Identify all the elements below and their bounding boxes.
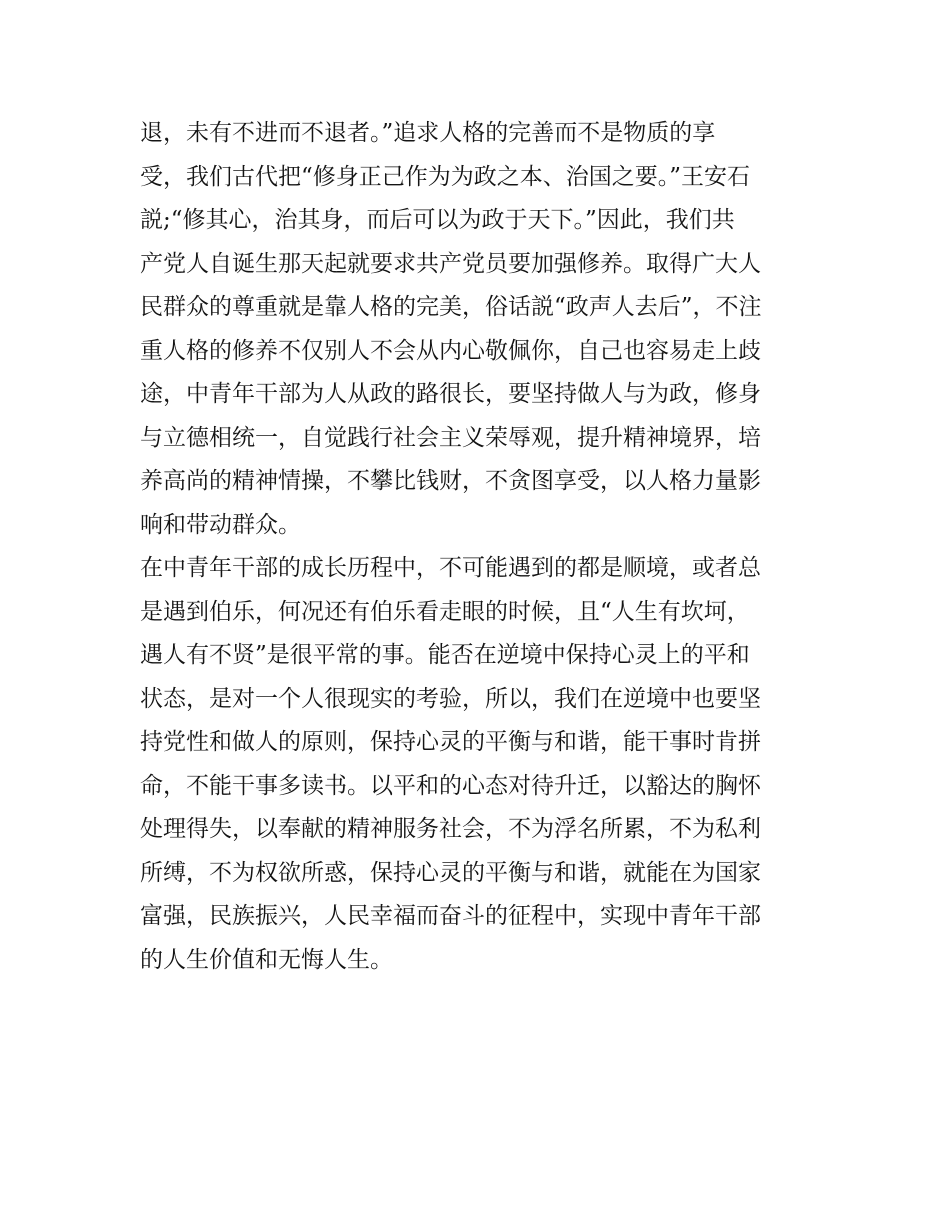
- text-line: 与立德相统一，自觉践行社会主义荣辱观，提升精神境界，培: [140, 424, 761, 451]
- text-line: 所缚，不为权欲所惑，保持心灵的平衡与和谐，就能在为国家: [140, 859, 761, 886]
- text-line: 产党人自诞生那天起就要求共产党员要加强修养。取得广大人: [140, 250, 761, 277]
- text-line: 説;“修其心，治其身，而后可以为政于天下。”因此，我们共: [140, 207, 735, 233]
- text-line: 富强，民族振兴，人民幸福而奋斗的征程中，实现中青年干部: [140, 903, 761, 929]
- text-line: 持党性和做人的原则，保持心灵的平衡与和谐，能干事时肯拼: [140, 729, 761, 755]
- text-line: 受，我们古代把“修身正己作为为政之本、治国之要。”王安石: [140, 163, 751, 190]
- text-line: 退，未有不进而不退者。”追求人格的完善而不是物质的享: [140, 120, 716, 146]
- text-line: 的人生价值和无悔人生。: [140, 946, 393, 973]
- text-line: 响和带动群众。: [140, 511, 301, 538]
- text-line: 途，中青年干部为人从政的路很长，要坚持做人与为政，修身: [140, 381, 761, 407]
- text-line: 重人格的修养不仅别人不会从内心敬佩你，自己也容易走上歧: [140, 337, 761, 364]
- text-line: 遇人有不贤”是很平常的事。能否在逆境中保持心灵上的平和: [140, 642, 750, 668]
- body-text: [140, 112, 820, 982]
- text-line: 处理得失，以奉献的精神服务社会，不为浮名所累，不为私利: [140, 816, 761, 842]
- text-line: 命，不能干事多读书。以平和的心态对待升迁，以豁达的胸怀: [140, 772, 761, 799]
- text-line: 民群众的尊重就是靠人格的完美，俗话説“政声人去后”，不注: [140, 294, 762, 320]
- text-line: 状态，是对一个人很现实的考验，所以，我们在逆境中也要坚: [140, 685, 761, 712]
- text-line: 是遇到伯乐，何况还有伯乐看走眼的时候，且“人生有坎坷，: [140, 598, 750, 625]
- text-line: 在中青年干部的成长历程中，不可能遇到的都是顺境，或者总: [140, 555, 761, 581]
- text-line: 养高尚的精神情操，不攀比钱财，不贪图享受，以人格力量影: [140, 468, 761, 494]
